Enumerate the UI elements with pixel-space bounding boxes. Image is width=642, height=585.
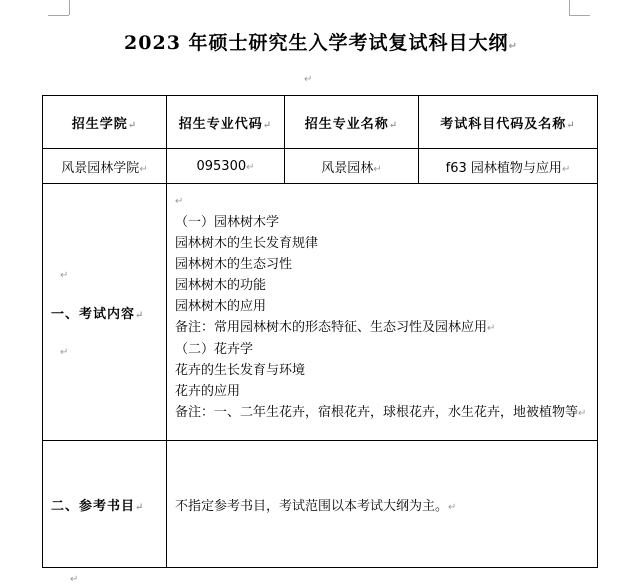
section-heading: （二）花卉学	[175, 342, 254, 357]
content-line: 花卉的应用	[175, 384, 241, 399]
crop-mark-top-right	[569, 0, 571, 15]
references-label: 二、参考书目↵	[43, 441, 167, 568]
content-line: 花卉的生长发育与环境	[175, 363, 306, 378]
crop-mark-top-right-h	[569, 15, 590, 17]
content-line: 园林树木的功能	[175, 278, 267, 293]
exam-content-body: ↵ （一）园林树木学 园林树木的生长发育规律 园林树木的生态习性 园林树木的功能 园林树木的应用 备注：常用园林树木的形态特征、生态习性及园林应用↵ （二）花卉学 花卉的生长发育与环境 花卉的应用 备注：一、二年生花卉，宿根花卉，球根花卉，水生花卉，地被植物等↵	[167, 184, 598, 441]
crop-mark-top-left	[68, 0, 70, 15]
syllabus-table	[42, 95, 598, 568]
content-line: 园林树木的应用	[175, 299, 267, 314]
cell-college: 风景园林学院↵	[43, 149, 167, 184]
content-note: 备注：一、二年生花卉，宿根花卉，球根花卉，水生花卉，地被植物等↵	[175, 405, 587, 420]
content-line: 园林树木的生态习性	[175, 257, 293, 272]
cell-subject: f63 园林植物与应用↵	[419, 149, 598, 184]
cell-major-name: 风景园林↵	[285, 149, 419, 184]
header-college: 招生学院↵	[43, 96, 167, 149]
header-major-name: 招生专业名称↵	[285, 96, 419, 149]
document-title: 2023 年硕士研究生入学考试复试科目大纲↵	[124, 32, 518, 54]
content-line: 园林树木的生长发育规律	[175, 236, 319, 251]
references-body: 不指定参考书目，考试范围以本考试大纲为主。↵	[167, 441, 598, 568]
header-major-code: 招生专业代码↵	[167, 96, 285, 149]
references-row	[43, 441, 598, 568]
header-subject: 考试科目代码及名称↵	[419, 96, 598, 149]
section-heading: （一）园林树木学	[175, 215, 280, 230]
exam-content-row	[43, 184, 598, 441]
paragraph-mark: ↵	[70, 574, 79, 585]
paragraph-mark: ↵	[304, 74, 313, 85]
exam-content-label: 一、考试内容↵	[43, 184, 167, 441]
table-row	[43, 149, 598, 184]
table-header-row	[43, 96, 598, 149]
paragraph-mark: ↵	[60, 270, 69, 281]
paragraph-mark: ↵	[60, 347, 69, 358]
crop-mark-top-left-h	[48, 15, 69, 17]
cell-major-code: 095300↵	[167, 149, 285, 184]
content-note: 备注：常用园林树木的形态特征、生态习性及园林应用↵	[175, 320, 496, 335]
